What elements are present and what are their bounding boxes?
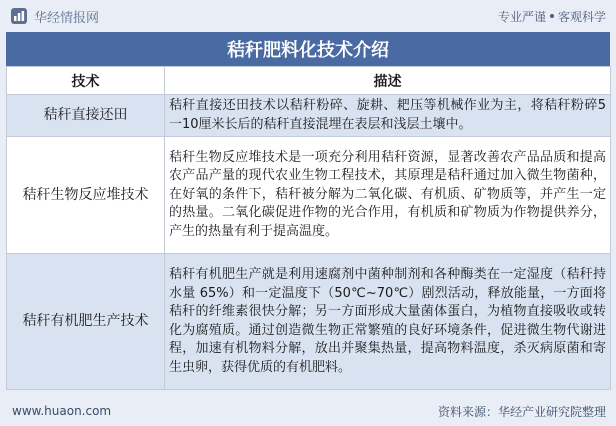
column-header-desc: 描述 (165, 67, 611, 95)
column-header-tech: 技术 (7, 67, 165, 95)
page-title: 秸秆肥料化技术介绍 (6, 32, 610, 66)
table-row (7, 137, 611, 254)
footer (0, 396, 616, 426)
website-link[interactable]: www.huaon.com (12, 404, 112, 418)
slogan-left: 专业严谨 (497, 9, 546, 24)
tech-table (6, 66, 611, 390)
table-row (7, 95, 611, 137)
table-row (7, 254, 611, 390)
logo-icon (10, 7, 28, 25)
tech-cell: 秸秆直接还田 (7, 95, 165, 137)
desc-cell: 秸秆有机肥生产就是利用速腐剂中菌种制剂和各种酶类在一定湿度（秸秆持水量 65%）和一定温度下（50℃~70℃）剧烈活动，释放能量，一方面将秸秆的纤维素很快分解；另一方面形成大量菌体蛋白，为植物直接吸收或转化为腐殖质。通过创造微生物正常繁殖的良好环境条件，促进微生物代谢进程，加速有机物料分解，放出并聚集热量，提高物料温度，杀灭病原菌和寄生虫卵，获得优质的有机肥料。 (165, 254, 611, 390)
source-note: 资料来源：华经产业研究院整理 (437, 404, 606, 419)
slogan-right: 客观科学 (557, 9, 606, 24)
desc-cell: 秸秆直接还田技术以秸秆粉碎、旋耕、耙压等机械作业为主，将秸秆粉碎5一10厘米长后的秸秆直接混埋在表层和浅层土壤中。 (165, 95, 611, 137)
slogan (498, 8, 606, 25)
table-header-row (7, 67, 611, 95)
desc-cell: 秸秆生物反应堆技术是一项充分利用秸秆资源，显著改善农产品品质和提高农产品产量的现代农业生物工程技术，其原理是秸秆通过加入微生物菌种，在好氧的条件下，秸秆被分解为二氧化碳、有机质、矿物质等，并产生一定的热量。二氧化碳促进作物的光合作用，有机质和矿物质为作物提供养分，产生的热量有利于提高温度。 (165, 137, 611, 254)
bullet-icon (550, 14, 554, 18)
tech-cell: 秸秆生物反应堆技术 (7, 137, 165, 254)
brand[interactable] (10, 7, 99, 26)
brand-name: 华经情报网 (34, 10, 100, 26)
tech-cell: 秸秆有机肥生产技术 (7, 254, 165, 390)
top-bar (0, 0, 616, 32)
